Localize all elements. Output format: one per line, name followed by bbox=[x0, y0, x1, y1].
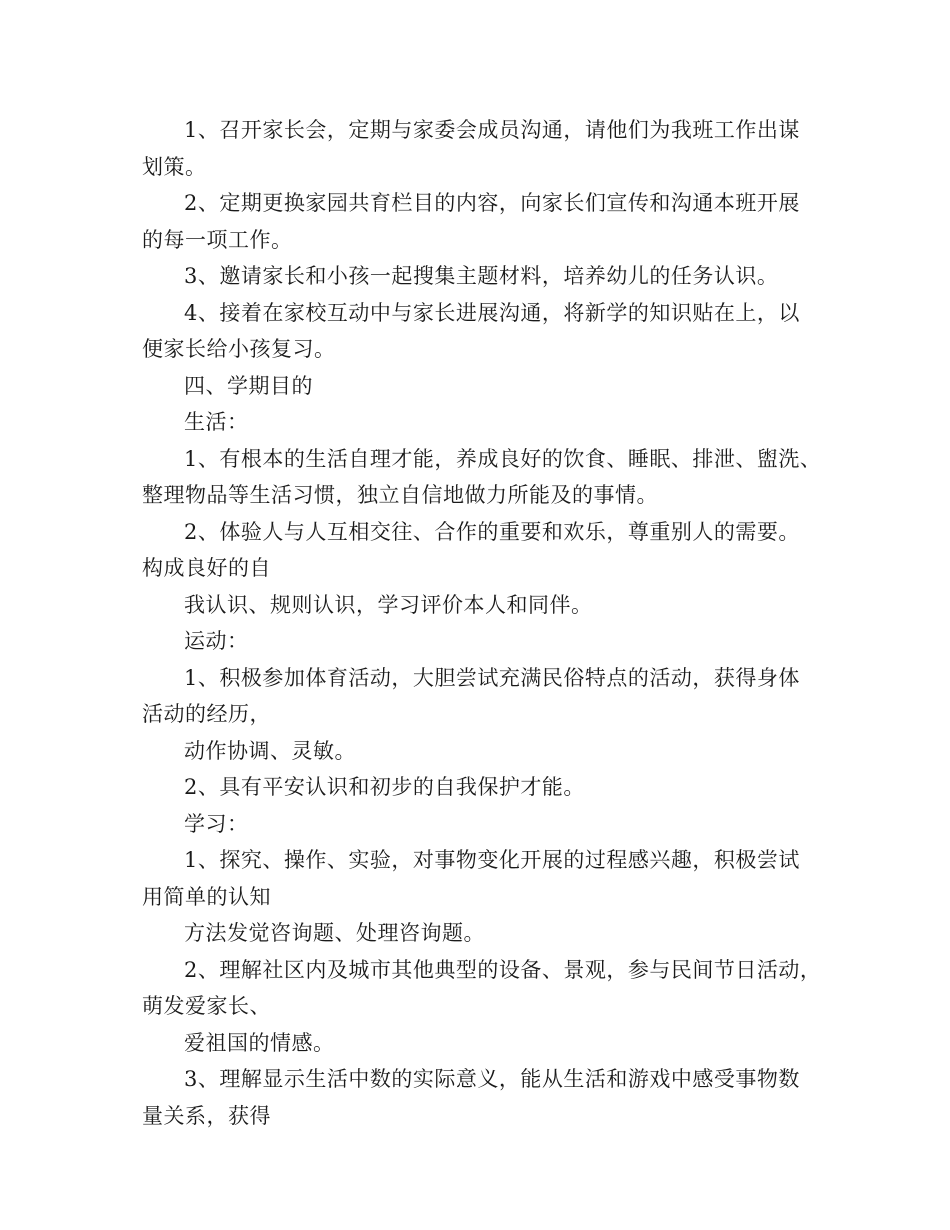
paragraph-line: 1、积极参加体育活动，大胆尝试充满民俗特点的活动，获得身体 bbox=[184, 665, 800, 690]
paragraph-line: 构成良好的自 bbox=[142, 556, 271, 580]
paragraph-line: 爱祖国的情感。 bbox=[184, 1030, 335, 1055]
subsection-heading: 学习： bbox=[184, 811, 249, 836]
section-heading: 四、学期目的 bbox=[184, 373, 313, 398]
paragraph-line: 用简单的认知 bbox=[142, 884, 271, 909]
paragraph-line: 2、理解社区内及城市其他典型的设备、景观，参与民间节日活动， bbox=[184, 957, 822, 982]
subsection-heading: 生活： bbox=[184, 410, 249, 434]
paragraph-line: 2、具有平安认识和初步的自我保护才能。 bbox=[184, 775, 585, 799]
paragraph-line: 4、接着在家校互动中与家长进展沟通，将新学的知识贴在上，以 bbox=[184, 300, 800, 325]
paragraph-line: 便家长给小孩复习。 bbox=[142, 337, 336, 361]
subsection-heading: 运动： bbox=[184, 629, 249, 653]
document-body bbox=[142, 112, 832, 1134]
paragraph-line: 我认识、规则认识，学习评价本人和同伴。 bbox=[184, 592, 593, 617]
paragraph-line: 活动的经历， bbox=[142, 702, 271, 726]
paragraph-line: 动作协调、灵敏。 bbox=[184, 738, 356, 763]
paragraph-line: 1、探究、操作、实验，对事物变化开展的过程感兴趣，积极尝试 bbox=[184, 848, 800, 872]
paragraph-line: 量关系，获得 bbox=[142, 1103, 271, 1128]
paragraph-line: 划策。 bbox=[142, 154, 207, 179]
paragraph-line: 方法发觉咨询题、处理咨询题。 bbox=[184, 921, 485, 945]
paragraph-line: 1、召开家长会，定期与家委会成员沟通，请他们为我班工作出谋 bbox=[184, 118, 800, 142]
paragraph-line: 2、定期更换家园共育栏目的内容，向家长们宣传和沟通本班开展 bbox=[184, 191, 800, 215]
paragraph-line: 的每一项工作。 bbox=[142, 227, 293, 252]
paragraph-line: 3、邀请家长和小孩一起搜集主题材料，培养幼儿的任务认识。 bbox=[184, 264, 779, 288]
paragraph-line: 萌发爱家长、 bbox=[142, 994, 271, 1018]
paragraph-line: 2、体验人与人互相交往、合作的重要和欢乐，尊重别人的需要。 bbox=[184, 519, 800, 544]
paragraph-line: 整理物品等生活习惯，独立自信地做力所能及的事情。 bbox=[142, 483, 658, 507]
paragraph-line: 1、有根本的生活自理才能，养成良好的饮食、睡眠、排泄、盥洗、 bbox=[184, 446, 822, 471]
paragraph-line: 3、理解显示生活中数的实际意义，能从生活和游戏中感受事物数 bbox=[184, 1067, 800, 1091]
